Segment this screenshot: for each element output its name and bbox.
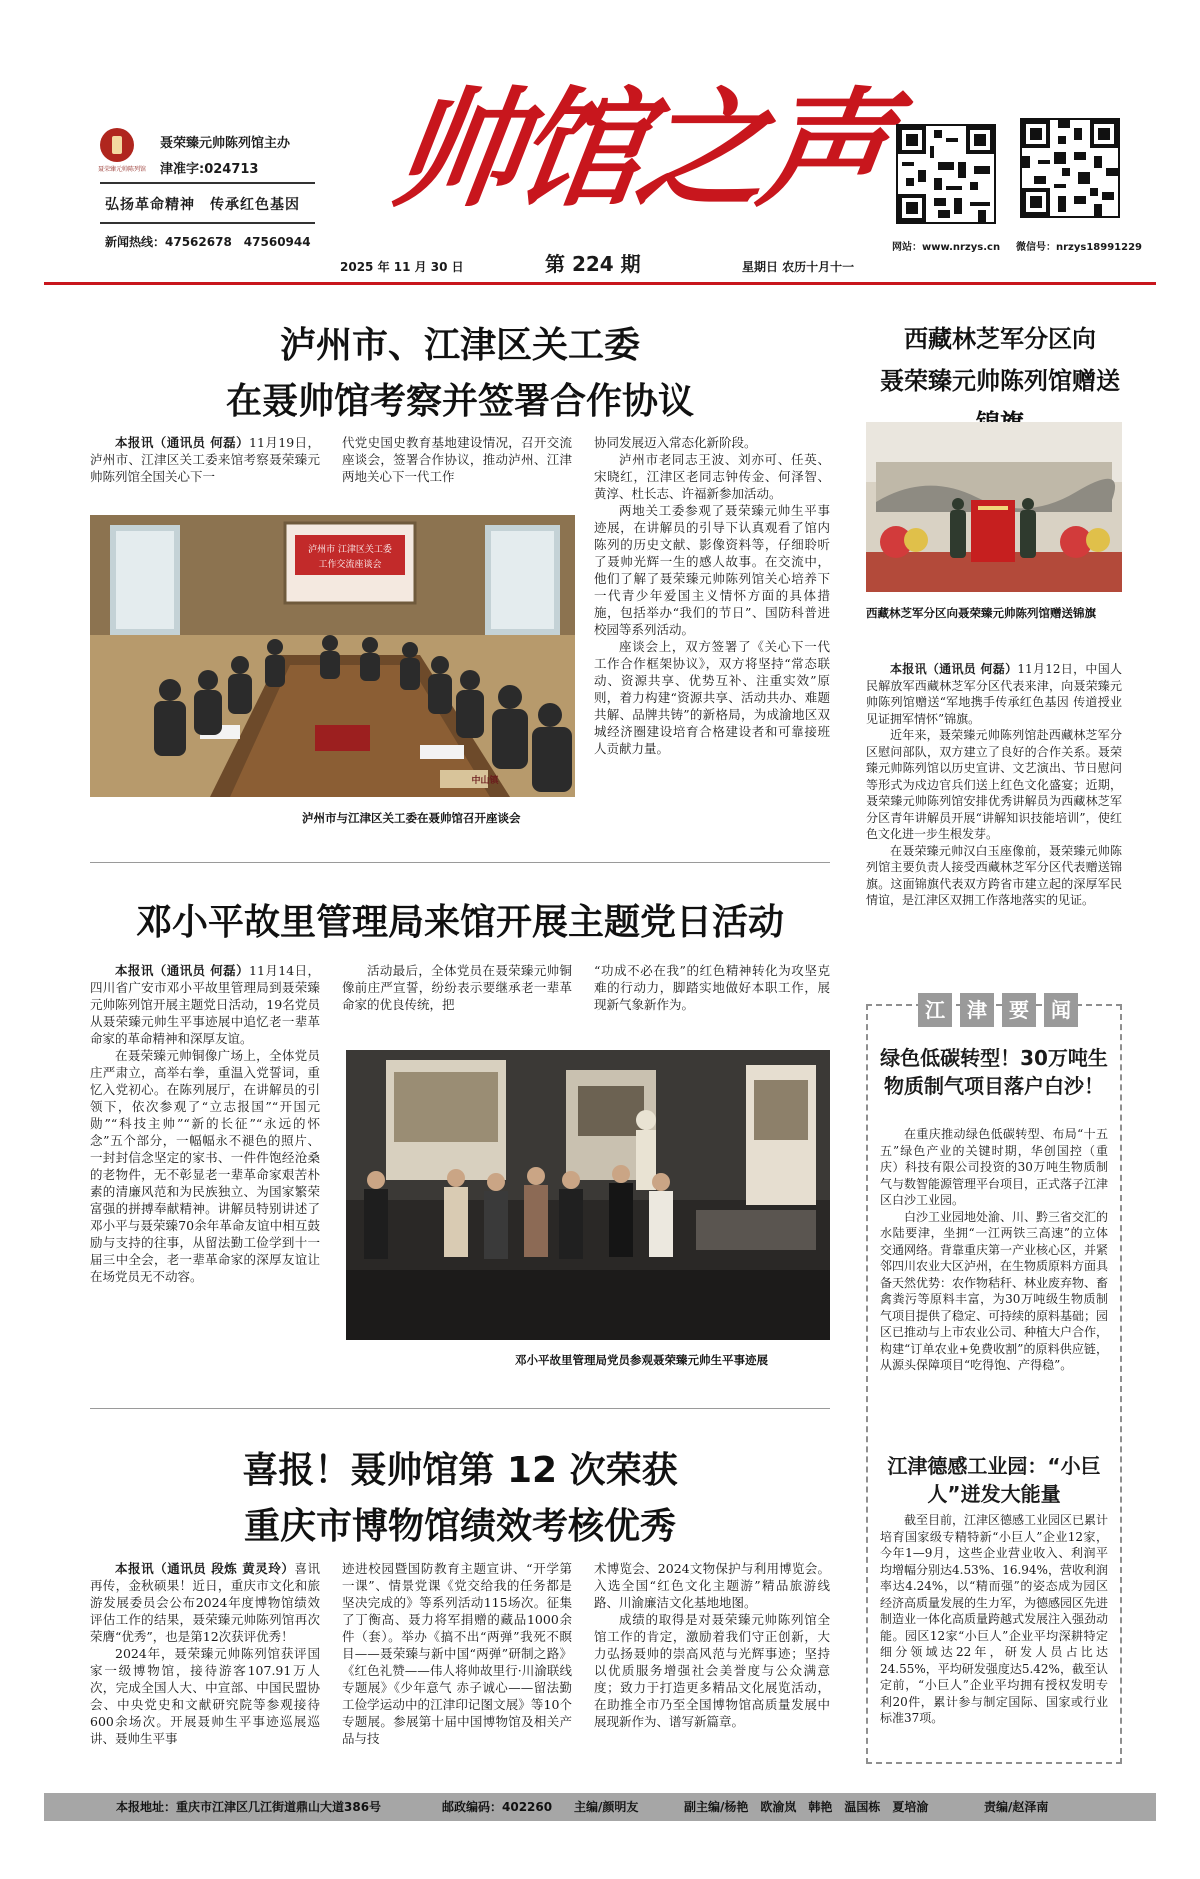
section-divider	[90, 1408, 830, 1409]
paragraph: 11月14日，四川省广安市邓小平故里管理局到聂荣臻元帅陈列馆开展主题党日活动，19名党员从聂荣臻元帅生平事迹展中追忆老一辈革命家的革命精神和深厚友谊。	[90, 963, 320, 1046]
website-qr-code-icon[interactable]	[896, 124, 996, 224]
wechat-label: 微信号：nrzys18991229	[1016, 242, 1143, 253]
banner-ceremony-photo	[866, 422, 1122, 592]
article-column	[90, 1560, 320, 1770]
news-headline[interactable]: 江津德感工业园：“小巨人”迸发大能量	[887, 1454, 1101, 1506]
masthead-divider	[100, 222, 315, 224]
paragraph: 泸州市老同志王波、刘亦可、任英、宋晓红，江津区老同志钟传金、何泽智、黄淳、杜长志、许福新参加活动。	[594, 452, 830, 501]
paragraph: 在聂荣臻元帅汉白玉座像前，聂荣臻元帅陈列馆主要负责人接受西藏林芝军分区代表赠送锦旗。这面锦旗代表双方跨省市建立起的深厚军民情谊，是江津区双拥工作落地落实的见证。	[866, 843, 1122, 907]
section-divider	[90, 862, 830, 863]
paragraph: 11月12日，中国人民解放军西藏林芝军分区代表来津，向聂荣臻元帅陈列馆赠送“军地携手传承红色基因 传道授业见证拥军情怀”锦旗。	[866, 662, 1122, 726]
paragraph: 2024年，聂荣臻元帅陈列馆获评国家一级博物馆，接待游客107.91万人次，完成全国人大、中宣部、中国民盟协会、中央党史和文献研究院等参观接待600余场次。开展聂帅生平事迹巡展巡讲、聂帅生平事	[90, 1646, 320, 1746]
paragraph: 座谈会上，双方签署了《关心下一代工作合作框架协议》，双方将坚持“常态联动、资源共享、优势互补、注重实效”原则，着力构建“资源共享、活动共办、难题共解、品牌共铸”的新格局，为成渝地区双城经济圈建设培育合格建设者和可靠接班人贡献力量。	[594, 639, 830, 756]
footer-bar	[44, 1793, 1156, 1821]
permit-number: 津准字:024713	[160, 162, 259, 177]
paragraph: 两地关工委参观了聂荣臻元帅生平事迹展，在讲解员的引导下认真观看了馆内陈列的历史文献、影像资料等，仔细聆听了聂帅光辉一生的感人故事。在交流中，他们了解了聂荣臻元帅陈列馆关心培养下一代青少年爱国主义情怀方面的具体措施，包括举办“我们的节日”、国防科普进校园等系列活动。	[594, 503, 830, 637]
article-column	[342, 962, 572, 1032]
museum-logo-icon	[100, 128, 134, 162]
footer-duty-editor: 责编/赵泽南	[984, 1800, 1049, 1814]
photo-caption: 泸州市与江津区关工委在聂帅馆召开座谈会	[302, 811, 521, 825]
byline: 本报讯（通讯员 何磊）	[890, 662, 1018, 676]
section-tab-char: 津	[960, 993, 994, 1027]
svg-text:泸州市 江津区关工委: 泸州市 江津区关工委	[308, 545, 392, 555]
paragraph: 迹进校园暨国防教育主题宣讲、“开学第一课”、情景党课《党交给我的任务都是坚决完成的》等系列活动115场次。征集了丁衡高、聂力将军捐赠的藏品1000余件（套）。举办《搞不出“两弹”我死不瞑目——聂荣臻与新中国“两弹”研制之路》《红色礼赞——伟人将帅故里行·川渝联线专题展》《少年意气 赤子诚心——留法勤工俭学运动中的江津印记图文展》等10个专题展。参展第十届中国博物馆及相关产品与技	[342, 1561, 572, 1746]
paragraph: 成绩的取得是对聂荣臻元帅陈列馆全馆工作的肯定，激励着我们守正创新，大力弘扬聂帅的崇高风范与光辉事迹；坚持以优质服务增强社会美誉度与公众满意度；致力于打造更多精品文化展览活动，在助推全市乃至全国博物馆高质量发展中展现新作为、谱写新篇章。	[594, 1612, 830, 1729]
svg-text:中山镇: 中山镇	[471, 776, 499, 786]
newspaper-title: 帅馆之声	[384, 75, 894, 225]
paragraph: 活动最后，全体党员在聂荣臻元帅铜像前庄严宣誓，纷纷表示要继承老一辈革命家的优良传统，把	[342, 963, 572, 1012]
headline-line: 泸州市、江津区关工委	[279, 325, 640, 366]
article-column	[866, 661, 1122, 966]
website-label[interactable]: 网站：www.nrzys.cn	[892, 242, 1001, 253]
headline-line: 喜报！聂帅馆第 12 次荣获	[242, 1450, 678, 1491]
section-tab-char: 闻	[1044, 993, 1078, 1027]
article-column	[90, 434, 320, 504]
issue-number: 第 224 期	[545, 252, 641, 276]
publisher-line: 聂荣臻元帅陈列馆主办	[160, 136, 291, 151]
issue-date: 2025 年 11 月 30 日	[340, 260, 464, 274]
article-column	[342, 434, 572, 504]
motto: 弘扬革命精神 传承红色基因	[105, 197, 300, 213]
paragraph: “功成不必在我”的红色精神转化为攻坚克难的行动力，脚踏实地做好本职工作，展现新气象新作为。	[594, 963, 830, 1012]
headline-line: 重庆市博物馆绩效考核优秀	[243, 1506, 676, 1547]
paragraph: 11月19日，泸州市、江津区关工委来馆考察聂荣臻元帅陈列馆全国关心下一	[90, 435, 320, 484]
footer-postcode: 邮政编码：402260	[442, 1800, 553, 1814]
paragraph: 代党史国史教育基地建设情况，召开交流座谈会，签署合作协议，推动泸州、江津两地关心下一代工作	[342, 435, 572, 484]
weekday-lunar-date: 星期日 农历十月十一	[742, 260, 855, 274]
paragraph: 白沙工业园地处渝、川、黔三省交汇的水陆要津，坐拥“一江两铁三高速”的立体交通网络。背靠重庆第一产业核心区，并紧邻四川农业大区泸州，在生物质原料方面具备天然优势：农作物秸秆、林业废弃物、畜禽粪污等原料丰富，为30万吨级生物质制气项目提供了稳定、可持续的原料基础；园区已推动与上市农业公司、种植大户合作，构建“订单农业+免费收割”的原料供应链，从源头保障项目“吃得饱、产得稳”。	[880, 1209, 1108, 1372]
article-column	[594, 962, 830, 1032]
paragraph: 近年来，聂荣臻元帅陈列馆赴西藏林芝军分区慰问部队，双方建立了良好的合作关系。聂荣臻元帅陈列馆以历史宣讲、文艺演出、节日慰问等形式为戍边官兵们送上红色文化盛宴；近期，聂荣臻元帅陈列馆安排优秀讲解员为西藏林芝军分区青年讲解员开展“讲解知识技能培训”，使红色文化进一步生根发芽。	[866, 728, 1122, 841]
article-column	[594, 434, 830, 826]
article-column	[594, 1560, 830, 1770]
svg-text:工作交流座谈会: 工作交流座谈会	[318, 560, 382, 570]
footer-deputy-editors: 副主编/杨艳 欧渝岚 韩艳 温国栋 夏培渝	[684, 1800, 929, 1814]
photo-caption: 邓小平故里管理局党员参观聂荣臻元帅生平事迹展	[515, 1353, 768, 1367]
footer-address: 本报地址：重庆市江津区几江街道鼎山大道386号	[116, 1800, 382, 1814]
byline: 本报讯（通讯员 何磊）	[115, 963, 249, 978]
paragraph: 术博览会、2024文物保护与利用博览会。入选全国“红色文化主题游”精品旅游线路、川渝廉洁文化基地地图。	[594, 1561, 830, 1610]
news-hotline: 新闻热线：47562678 47560944	[105, 235, 311, 249]
section-tab-char: 要	[1002, 993, 1036, 1027]
section-tab-char: 江	[918, 993, 952, 1027]
article-headline[interactable]	[90, 1443, 830, 1555]
paragraph: 截至目前，江津区德感工业园区已累计培育国家级专精特新“小巨人”企业12家，今年1—9月，这些企业营业收入、利润平均增幅分别达4.53%、16.94%，营收利润率达4.24%，以“精而强”的姿态成为园区经济高质量发展的生力军，为德感园区先进制造业一体化高质量跨越式发展注入强劲动能。园区12家“小巨人”企业平均深耕特定细分领域达22年，研发人员占比达24.55%，平均研发强度达5.42%，截至认定前，“小巨人”企业平均拥有授权发明专利20件，累计参与制定国际、国家或行业标准37项。	[880, 1513, 1108, 1725]
footer-chief-editor: 主编/颜明友	[574, 1800, 639, 1814]
masthead-divider	[100, 182, 315, 184]
news-headline[interactable]: 绿色低碳转型！30万吨生物质制气项目落户白沙！	[880, 1046, 1108, 1098]
article-column	[90, 962, 320, 1382]
meeting-photo	[90, 515, 575, 797]
paragraph: 在重庆推动绿色低碳转型、布局“十五五”绿色产业的关键时期，华创国控（重庆）科技有限公司投资的30万吨生物质制气与数智能源管理平台项目，正式落子江津区白沙工业园。	[880, 1127, 1108, 1207]
photo-caption: 西藏林芝军分区向聂荣臻元帅陈列馆赠送锦旗	[866, 606, 1096, 620]
article-headline[interactable]: 邓小平故里管理局来馆开展主题党日活动	[135, 902, 784, 943]
article-column	[880, 1126, 1108, 1444]
wechat-qr-code-icon[interactable]	[1020, 118, 1120, 218]
article-column	[880, 1512, 1108, 1752]
headline-line: 西藏林芝军分区向	[904, 325, 1096, 353]
headline-line: 聂荣臻元帅陈列馆赠送	[880, 367, 1120, 395]
exhibition-photo	[346, 1050, 830, 1340]
masthead-red-rule	[44, 282, 1156, 285]
headline-line: 在聂帅馆考察并签署合作协议	[225, 381, 694, 422]
logo-caption: 聂荣臻元帅陈列馆	[97, 166, 146, 173]
paragraph: 喜讯再传，金秋硕果！近日，重庆市文化和旅游发展委员会公布2024年度博物馆绩效评估工作的结果，聂荣臻元帅陈列馆再次荣膺“优秀”，也是第12次获评优秀！	[90, 1561, 320, 1644]
paragraph: 在聂荣臻元帅铜像广场上，全体党员庄严肃立，高举右拳，重温入党誓词，重忆入党初心。在陈列展厅，在讲解员的引领下，依次参观了“立志报国”“开国元勋”“科技主帅”“新的长征”“永远的怀念”五个部分，一幅幅永不褪色的照片、一封封信念坚定的家书、一件件饱经沧桑的老物件，无不彰显老一辈革命家艰苦朴素的清廉风范和为民族独立、为国家繁荣富强的拼搏奉献精神。讲解员特别讲述了邓小平与聂荣臻70余年革命友谊中相互鼓励与支持的往事，从留法勤工俭学到十一届三中全会，老一辈革命家的深厚友谊让在场党员无不动容。	[90, 1048, 320, 1284]
article-headline[interactable]	[90, 318, 830, 430]
paragraph: 协同发展迈入常态化新阶段。	[594, 435, 757, 450]
article-column	[342, 1560, 572, 1770]
byline: 本报讯（通讯员 段炼 黄灵玲）	[115, 1561, 295, 1576]
byline: 本报讯（通讯员 何磊）	[115, 435, 249, 450]
